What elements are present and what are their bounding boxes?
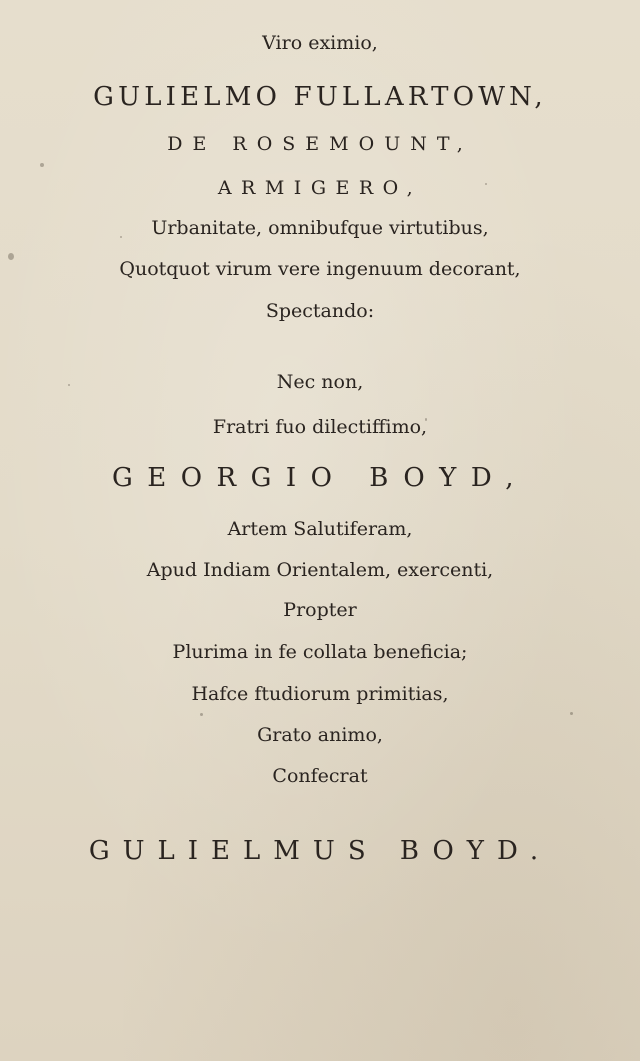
- dedication-line-artem: Artem Salutiferam,: [227, 518, 413, 540]
- dedication-line-indiam: Apud Indiam Orientalem, exercenti,: [146, 559, 494, 581]
- paper-speck: [485, 183, 487, 185]
- dedication-line-ingenuum: Quotquot virum vere ingenuum decorant,: [119, 258, 521, 280]
- paper-speck: [200, 713, 203, 716]
- dedication-line-nec-non: Nec non,: [276, 371, 364, 393]
- dedication-line-consecrat: Confecrat: [272, 765, 368, 787]
- dedicatee-estate: DE ROSEMOUNT,: [167, 133, 473, 155]
- dedicatee-name: GULIELMO FULLARTOWN,: [93, 82, 547, 112]
- paper-speck: [8, 253, 14, 260]
- second-dedicatee-name: GEORGIO BOYD,: [111, 463, 528, 493]
- paper-speck: [40, 163, 44, 167]
- dedication-line-propter: Propter: [283, 599, 357, 621]
- paper-speck: [425, 418, 427, 421]
- dedicatee-title: ARMIGERO,: [217, 177, 423, 199]
- dedication-salutation: Viro eximio,: [262, 32, 378, 54]
- author-signature: GULIELMUS BOYD.: [88, 836, 552, 866]
- dedication-line-fratri: Fratri fuo dilectiffimo,: [212, 416, 428, 438]
- paper-speck: [120, 236, 122, 238]
- dedication-line-grato: Grato animo,: [257, 724, 383, 746]
- dedication-line-virtues: Urbanitate, omnibufque virtutibus,: [151, 217, 489, 239]
- dedication-line-spectando: Spectando:: [265, 300, 375, 322]
- dedication-line-beneficia: Plurima in fe collata beneficia;: [172, 641, 468, 663]
- paper-speck: [570, 712, 573, 715]
- paper-speck: [68, 384, 70, 386]
- dedication-line-primitias: Hafce ftudiorum primitias,: [191, 683, 449, 705]
